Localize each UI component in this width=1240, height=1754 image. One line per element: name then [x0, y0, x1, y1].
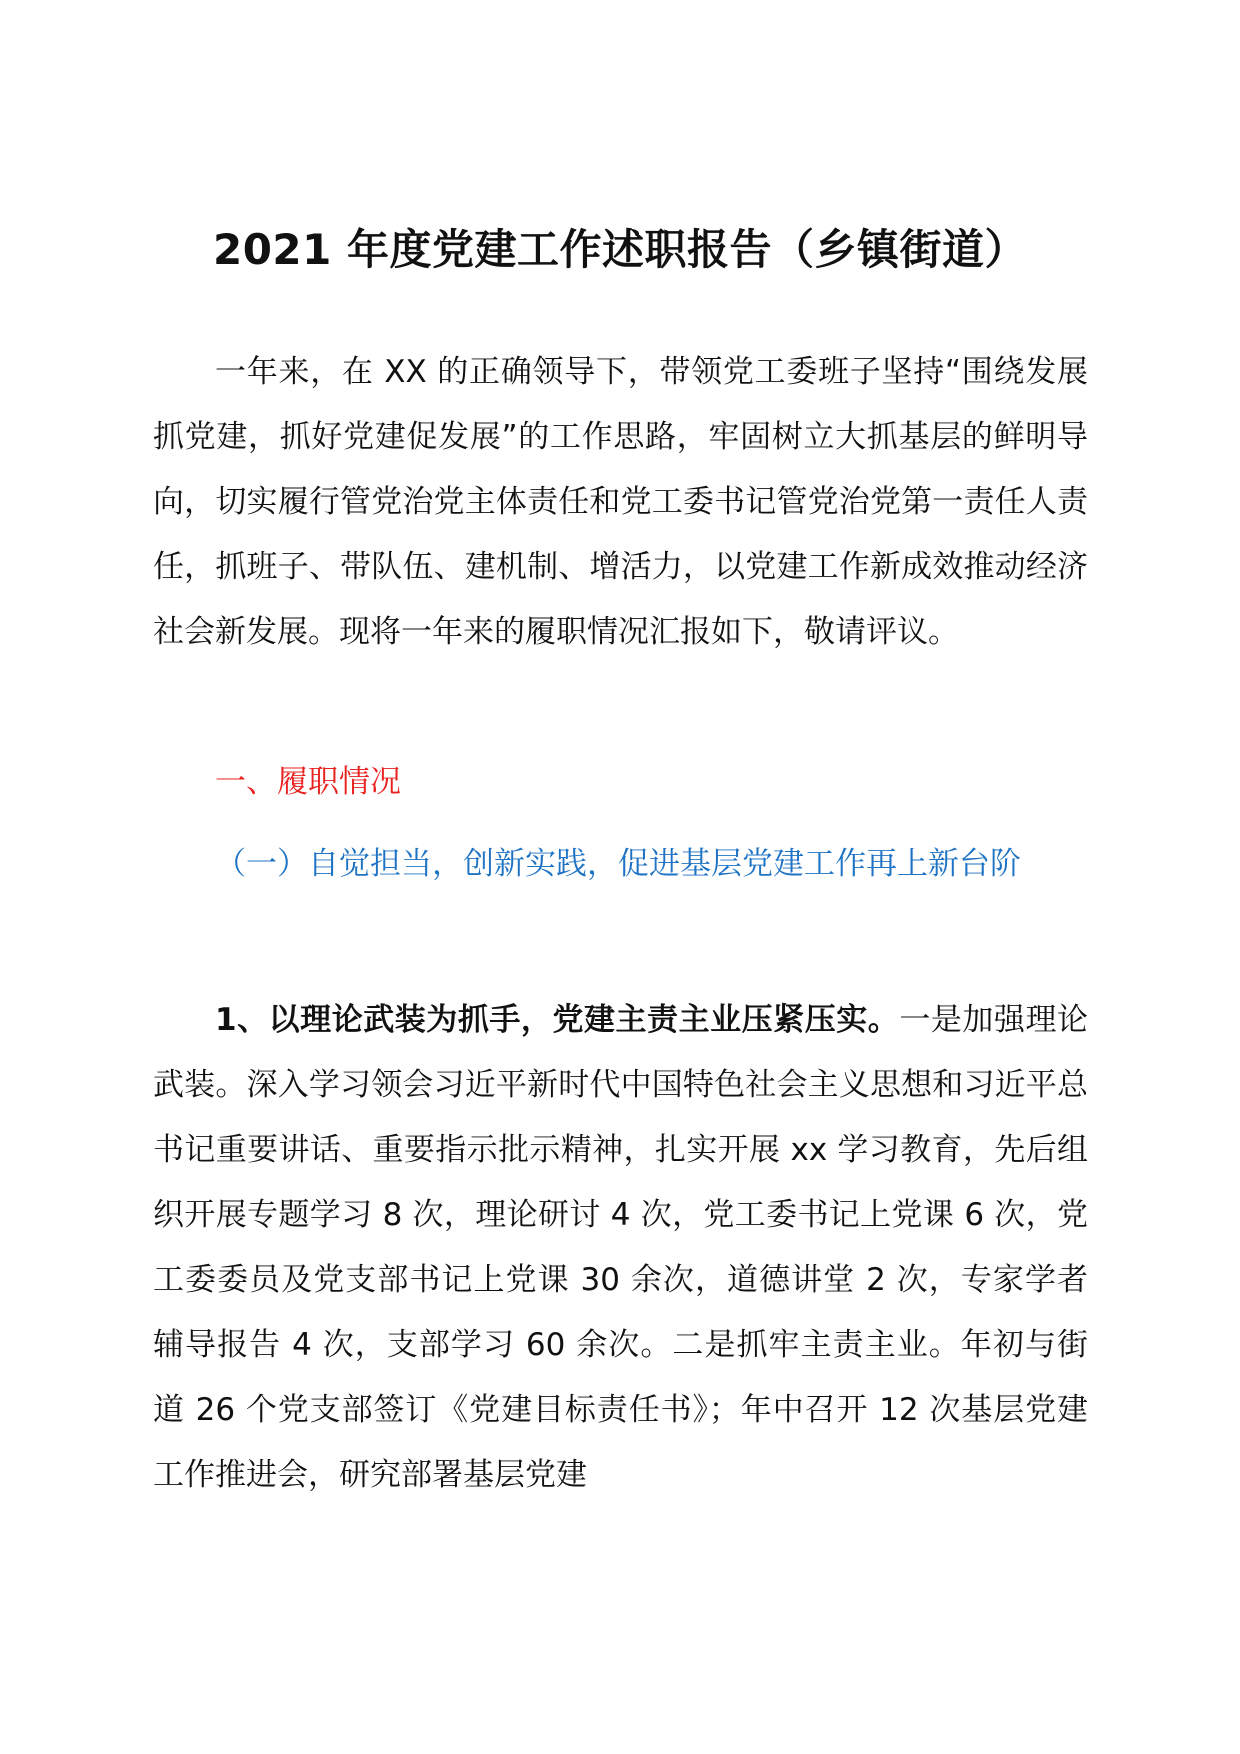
intro-paragraph: 一年来，在 XX 的正确领导下，带领党工委班子坚持“围绕发展抓党建，抓好党建促发展”的工作思路，牢固树立大抓基层的鲜明导向，切实履行管党治党主体责任和党工委书记管党治党第一责任人责任，抓班子、带队伍、建机制、增活力，以党建工作新成效推动经济社会新发展。现将一年来的履职情况汇报如下，敬请评议。: [153, 354, 1088, 650]
item-1-paragraph: [153, 988, 1088, 1508]
document-title: 2021 年度党建工作述职报告（乡镇街道）: [212, 225, 1028, 274]
section-heading: 一、履职情况: [215, 764, 401, 800]
item-1-lead: 1、以理论武装为抓手，党建主责主业压紧压实。: [215, 1002, 900, 1038]
subsection-heading: （一）自觉担当，创新实践，促进基层党建工作再上新台阶: [215, 846, 1021, 882]
item-1-text: 一是加强理论武装。深入学习领会习近平新时代中国特色社会主义思想和习近平总书记重要讲话、重要指示批示精神，扎实开展 xx 学习教育，先后组织开展专题学习 8 次，理论研讨 4 次，党工委书记上党课 6 次，党工委委员及党支部书记上党课 30 余次，道德讲堂 2 次，专家学者辅导报告 4 次，支部学习 60 余次。二是抓牢主责主业。年初与街道 26 个党支部签订《党建目标责任书》；年中召开 12 次基层党建工作推进会，研究部署基层党建: [153, 1002, 1088, 1493]
